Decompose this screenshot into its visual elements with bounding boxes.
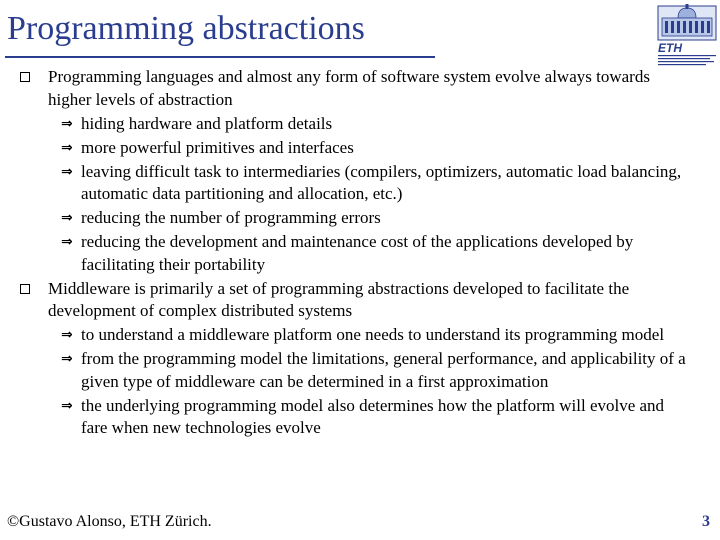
arrow-bullet-icon: ⇒ [61, 397, 73, 414]
slide-title: Programming abstractions [7, 10, 365, 47]
arrow-bullet-icon: ⇒ [61, 327, 73, 343]
sub-bullet-item [0, 348, 720, 393]
sub-bullet-text: reducing the number of programming errors [81, 208, 381, 227]
bullet-text: Middleware is primarily a set of programming abstractions developed to facilitate the development of complex distributed systems [48, 278, 630, 320]
sub-bullet-item [0, 395, 720, 440]
arrow-bullet-icon: ⇒ [61, 351, 73, 367]
sub-bullet-item [0, 113, 720, 136]
square-bullet-icon [20, 72, 30, 82]
sub-bullet-item [0, 207, 720, 230]
eth-logo [656, 2, 718, 66]
arrow-bullet-icon: ⇒ [61, 163, 73, 180]
sub-bullet-item [0, 231, 720, 276]
sub-bullet-text: the underlying programming model also determines how the platform will evolve and fare when new technologies evolve [81, 395, 665, 437]
arrow-bullet-icon: ⇒ [61, 234, 73, 250]
sub-bullet-text: hiding hardware and platform details [81, 113, 333, 133]
sub-bullet-text: more powerful primitives and interfaces [81, 137, 354, 157]
bullet-item [0, 66, 720, 111]
square-bullet-icon [20, 284, 30, 294]
sub-bullet-text: leaving difficult task to intermediaries (compilers, optimizers, automatic load balancing, automatic data partitioning and allocation, etc.) [81, 161, 682, 203]
slide-body [0, 66, 720, 440]
page-number: 3 [702, 513, 710, 530]
arrow-bullet-icon: ⇒ [61, 139, 73, 156]
sub-bullet-item [0, 137, 720, 160]
sub-bullet-text: to understand a middleware platform one needs to understand its programming model [81, 325, 665, 344]
svg-text:ETH: ETH [658, 41, 682, 55]
title-underline [5, 56, 435, 58]
footer-copyright: ©Gustavo Alonso, ETH Zürich. [7, 513, 212, 530]
sub-bullet-item [0, 161, 720, 206]
sub-bullet-item [0, 324, 720, 347]
arrow-bullet-icon: ⇒ [61, 210, 73, 226]
arrow-bullet-icon: ⇒ [61, 115, 73, 132]
bullet-item [0, 278, 720, 323]
bullet-text: Programming languages and almost any form of software system evolve always towards higher levels of abstraction [48, 67, 650, 109]
sub-bullet-text: reducing the development and maintenance cost of the applications developed by facilitating their portability [81, 232, 634, 274]
sub-bullet-text: from the programming model the limitations, general performance, and applicability of a given type of middleware can be determined in a first approximation [81, 349, 686, 391]
